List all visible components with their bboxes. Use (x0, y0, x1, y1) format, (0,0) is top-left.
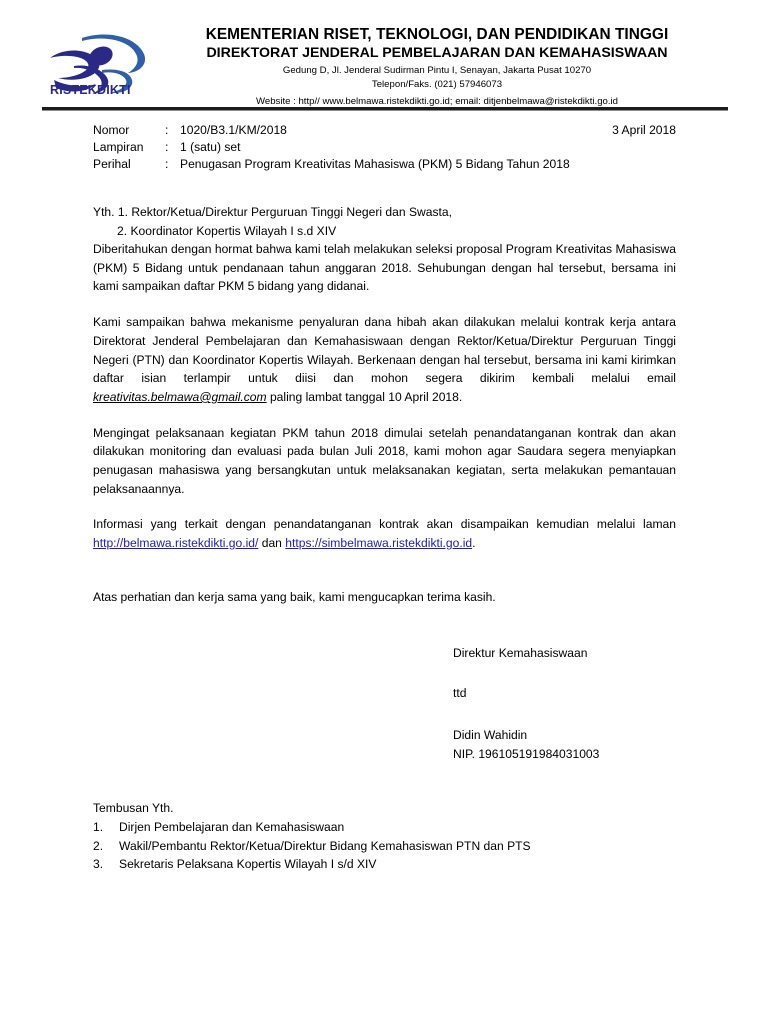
letter-body (93, 122, 676, 874)
list-item (93, 837, 676, 856)
paragraph-2 (93, 313, 676, 407)
paragraph-4-period: . (472, 536, 476, 551)
simbelmawa-website-link[interactable]: https://simbelmawa.ristekdikti.go.id (285, 536, 473, 551)
signature-mark: ttd (453, 685, 467, 700)
signatory-nip: NIP. 196105191984031003 (453, 746, 600, 761)
closing-paragraph: Atas perhatian dan kerja sama yang baik, kami mengucapkan terima kasih. (93, 589, 496, 604)
table-row (93, 122, 676, 139)
list-item (93, 818, 676, 837)
header-divider (42, 107, 728, 111)
addressee-line-1: Yth. 1. Rektor/Ketua/Direktur Perguruan Tinggi Negeri dan Swasta, (93, 205, 452, 219)
letter-date: 3 April 2018 (612, 123, 676, 137)
list-item-number: 2. (93, 838, 104, 853)
paragraph-2-text-after: paling lambat tanggal 10 April 2018. (266, 389, 463, 404)
phone-line: Telepon/Faks. (021) 57946073 (371, 79, 503, 91)
ref-value-perihal: Penugasan Program Kreativitas Mahasiswa (PKM) 5 Bidang Tahun 2018 (180, 157, 570, 171)
tembusan-block (93, 799, 676, 874)
paragraph-4 (93, 515, 676, 552)
signatory-name: Didin Wahidin (453, 727, 528, 742)
paragraph-4-conjunction: dan (258, 536, 286, 551)
email-link[interactable]: kreativitas.belmawa@gmail.com (93, 389, 267, 404)
list-item-number: 3. (93, 857, 104, 872)
logo-wordmark: RISTEKDIKTI (50, 83, 131, 97)
addressee-block (93, 203, 676, 240)
ref-label-lampiran: Lampiran (93, 140, 144, 154)
letterhead (0, 0, 768, 108)
ref-colon: : (165, 123, 169, 137)
addressee-line-2: 2. Koordinator Kopertis Wilayah I s.d XIV (117, 223, 337, 238)
letterhead-text (162, 26, 726, 109)
table-row (93, 156, 676, 173)
ref-colon: : (165, 157, 169, 171)
list-item-label: Wakil/Pembantu Rektor/Ketua/Direktur Bidang Kemahasiswan PTN dan PTS (119, 838, 531, 853)
ministry-name: KEMENTERIAN RISET, TEKNOLOGI, DAN PENDIDIKAN TINGGI (205, 26, 669, 43)
paragraph-1: Diberitahukan dengan hormat bahwa kami telah melakukan seleksi proposal Program Kreativitas Mahasiswa (PKM) 5 Bidang untuk pendanaan tahun anggaran 2018. Sehubungan dengan hal tersebut, bersama ini kami sampaikan daftar PKM 5 bidang yang didanai. (93, 242, 676, 294)
list-item-label: Dirjen Pembelajaran dan Kemahasiswaan (119, 820, 345, 835)
table-row (93, 139, 676, 156)
signature-block (453, 644, 676, 763)
list-item-number: 1. (93, 820, 104, 835)
list-item (93, 855, 676, 874)
ref-value-lampiran: 1 (satu) set (180, 140, 241, 154)
ref-label-nomor: Nomor (93, 123, 130, 137)
spacer-cell (490, 139, 676, 156)
ristekdikti-logo (44, 28, 152, 106)
directorate-name: DIREKTORAT JENDERAL PEMBELAJARAN DAN KEMAHASISWAAN (206, 44, 668, 61)
ref-label-perihal: Perihal (93, 157, 131, 171)
ref-value-nomor: 1020/B3.1/KM/2018 (180, 123, 287, 137)
signatory-title: Direktur Kemahasiswaan (453, 645, 588, 660)
website-line: Website : http// www.belmawa.ristekdikti.go.id; email: ditjenbelmawa@ristekdikti.go.id (255, 96, 618, 108)
paragraph-2-text-before: Kami sampaikan bahwa mekanisme penyaluran dana hibah akan dilakukan melalui kontrak kerja antara Direktorat Jenderal Pembelajaran dan Kemahasiswaan dengan Rektor/Ketua/Direktur Perguruan Tinggi Negeri (PTN) dan Koordinator Kopertis Wilayah. Berkenaan dengan hal tersebut, bersama ini kami kirimkan daftar isian terlampir untuk diisi dan mohon segera dikirim kembali melalui email (93, 315, 676, 386)
tembusan-title: Tembusan Yth. (93, 800, 174, 815)
belmawa-website-link[interactable]: http://belmawa.ristekdikti.go.id/ (93, 536, 259, 551)
paragraph-4-text-before: Informasi yang terkait dengan penandatanganan kontrak akan disampaikan kemudian melalui laman (93, 517, 676, 532)
ref-colon: : (165, 140, 169, 154)
paragraph-3: Mengingat pelaksanaan kegiatan PKM tahun 2018 dimulai setelah penandatanganan kontrak dan akan dilakukan monitoring dan evaluasi pada bulan Juli 2018, kami mohon agar Saudara segera menyiapkan penugasan mahasiswa yang bersangkutan untuk melaksanakan kegiatan, serta melakukan pemantauan pelaksanaannya. (93, 425, 676, 496)
reference-block (93, 122, 676, 173)
list-item-label: Sekretaris Pelaksana Kopertis Wilayah I s/d XIV (119, 857, 377, 872)
address-line: Gedung D, Jl. Jenderal Sudirman Pintu I, Senayan, Jakarta Pusat 10270 (282, 64, 592, 76)
